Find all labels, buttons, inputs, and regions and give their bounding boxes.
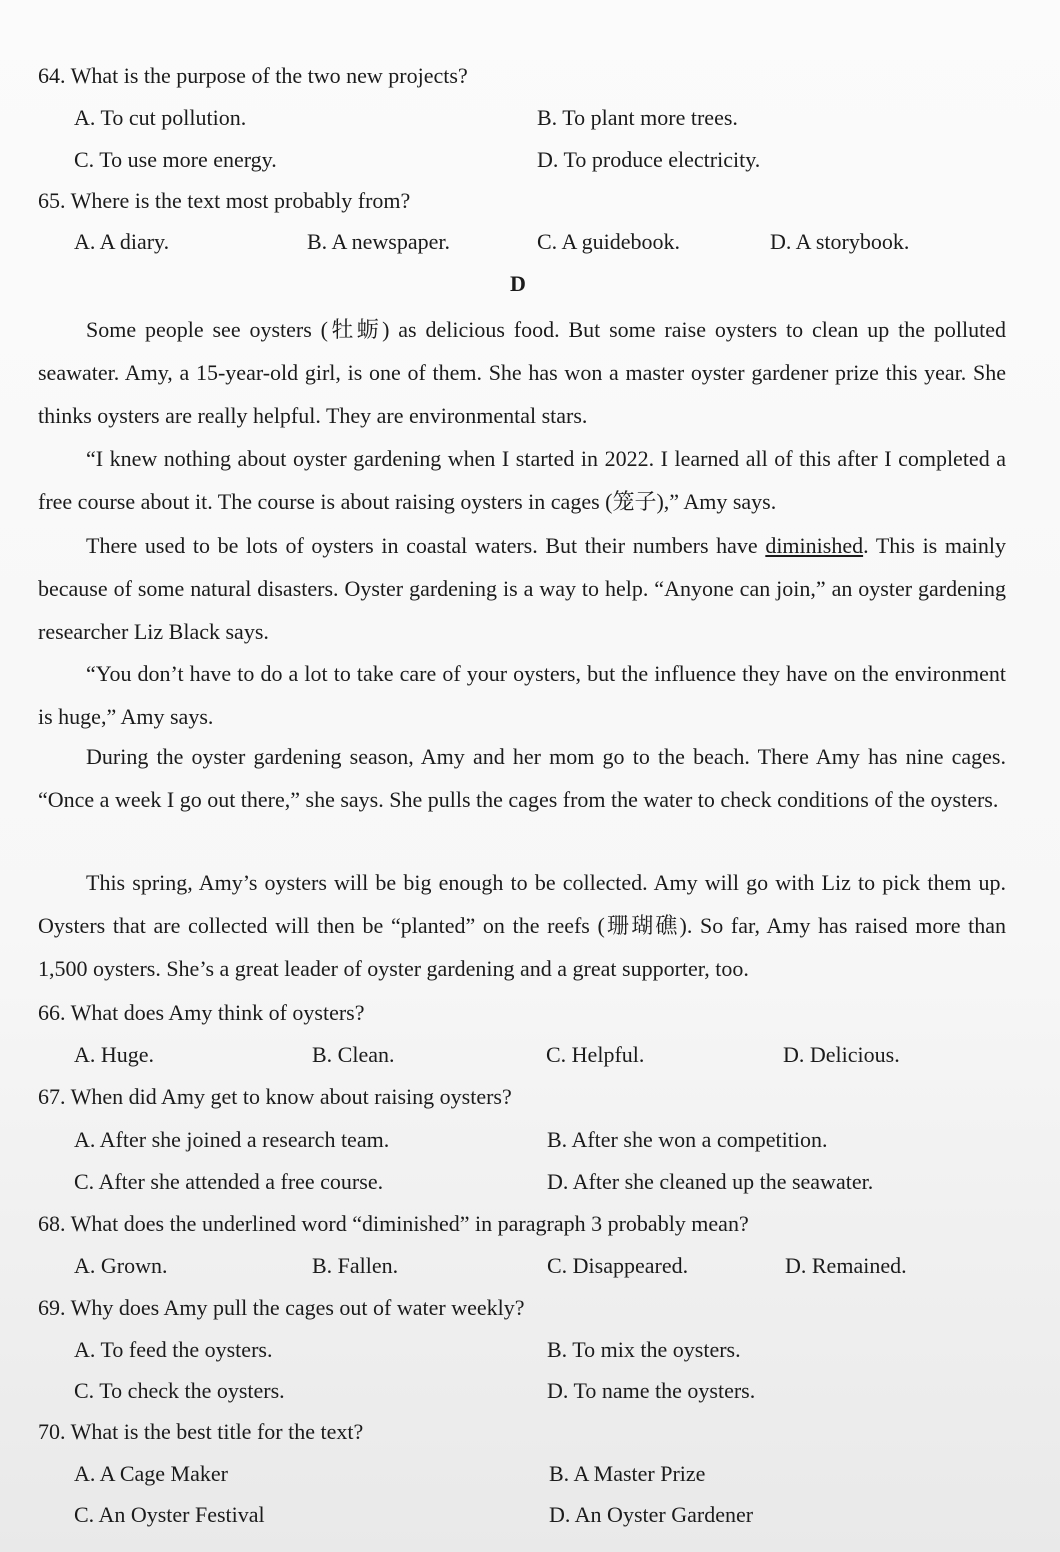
p6-text: This spring, Amy’s oysters will be big enough to be collected. Amy will go with Liz to pick them up. Oysters that are collected will then be “planted” on the reefs (珊瑚礁). So far, Amy has raised more than 1,500 oysters. She’s a great leader of oyster gardening and a great supporter, too. (38, 870, 1006, 981)
underlined-word: diminished (765, 533, 864, 558)
passage-paragraph-5 (38, 735, 1006, 821)
q65-option-d: D. A storybook. (770, 229, 910, 254)
q68-option-b: B. Fallen. (312, 1253, 399, 1278)
question-68: 68. What does the underlined word “diminished” in paragraph 3 probably mean? (38, 1211, 749, 1236)
passage-paragraph-3 (38, 524, 1006, 653)
q67-option-d: D. After she cleaned up the seawater. (547, 1169, 874, 1194)
question-67: 67. When did Amy get to know about raising oysters? (38, 1084, 512, 1109)
q69-option-b: B. To mix the oysters. (547, 1337, 741, 1362)
q68-option-c: C. Disappeared. (547, 1253, 689, 1278)
question-69: 69. Why does Amy pull the cages out of water weekly? (38, 1295, 525, 1320)
passage-paragraph-2 (38, 437, 1006, 523)
q65-option-c: C. A guidebook. (537, 229, 681, 254)
q70-option-a: A. A Cage Maker (74, 1461, 228, 1486)
passage-paragraph-1 (38, 308, 1006, 437)
q67-option-a: A. After she joined a research team. (74, 1127, 390, 1152)
q67-option-b: B. After she won a competition. (547, 1127, 828, 1152)
p4-text: “You don’t have to do a lot to take care of your oysters, but the influence they have on the environment is huge,” Amy says. (38, 661, 1006, 729)
passage-paragraph-6 (38, 861, 1006, 990)
q69-option-d: D. To name the oysters. (547, 1378, 756, 1403)
q68-option-a: A. Grown. (74, 1253, 168, 1278)
q65-option-b: B. A newspaper. (307, 229, 450, 254)
q64-option-a: A. To cut pollution. (74, 105, 247, 130)
p5-text: During the oyster gardening season, Amy and her mom go to the beach. There Amy has nine cages. “Once a week I go out there,” she says. She pulls the cages from the water to check conditions of the oysters. (38, 744, 1006, 812)
q64-option-d: D. To produce electricity. (537, 147, 761, 172)
q69-option-a: A. To feed the oysters. (74, 1337, 273, 1362)
p3-text-after: . This is mainly because of some natural disasters. Oyster gardening is a way to help. “Anyone can join,” an oyster gardening researcher Liz Black says. (38, 533, 1006, 644)
q69-option-c: C. To check the oysters. (74, 1378, 285, 1403)
q66-option-a: A. Huge. (74, 1042, 155, 1067)
q66-option-b: B. Clean. (312, 1042, 395, 1067)
q68-option-d: D. Remained. (785, 1253, 907, 1278)
q70-option-c: C. An Oyster Festival (74, 1502, 265, 1527)
question-66: 66. What does Amy think of oysters? (38, 1000, 365, 1025)
q64-option-c: C. To use more energy. (74, 147, 277, 172)
q67-option-c: C. After she attended a free course. (74, 1169, 384, 1194)
p3-text-before: There used to be lots of oysters in coastal waters. But their numbers have (86, 533, 766, 558)
q70-option-b: B. A Master Prize (549, 1461, 706, 1486)
q64-option-b: B. To plant more trees. (537, 105, 738, 130)
question-65: 65. Where is the text most probably from? (38, 188, 411, 213)
q66-option-d: D. Delicious. (783, 1042, 900, 1067)
q66-option-c: C. Helpful. (546, 1042, 645, 1067)
section-heading: D (510, 271, 526, 296)
q65-option-a: A. A diary. (74, 229, 170, 254)
passage-paragraph-4 (38, 652, 1006, 738)
p1-text: Some people see oysters (牡蛎) as delicious food. But some raise oysters to clean up the polluted seawater. Amy, a 15-year-old girl, is one of them. She has won a master oyster gardener prize this year. She thinks oysters are really helpful. They are environmental stars. (38, 317, 1006, 428)
question-70: 70. What is the best title for the text? (38, 1419, 364, 1444)
q70-option-d: D. An Oyster Gardener (549, 1502, 754, 1527)
p2-text: “I knew nothing about oyster gardening when I started in 2022. I learned all of this after I completed a free course about it. The course is about raising oysters in cages (笼子),” Amy says. (38, 446, 1006, 514)
question-64: 64. What is the purpose of the two new projects? (38, 63, 468, 88)
